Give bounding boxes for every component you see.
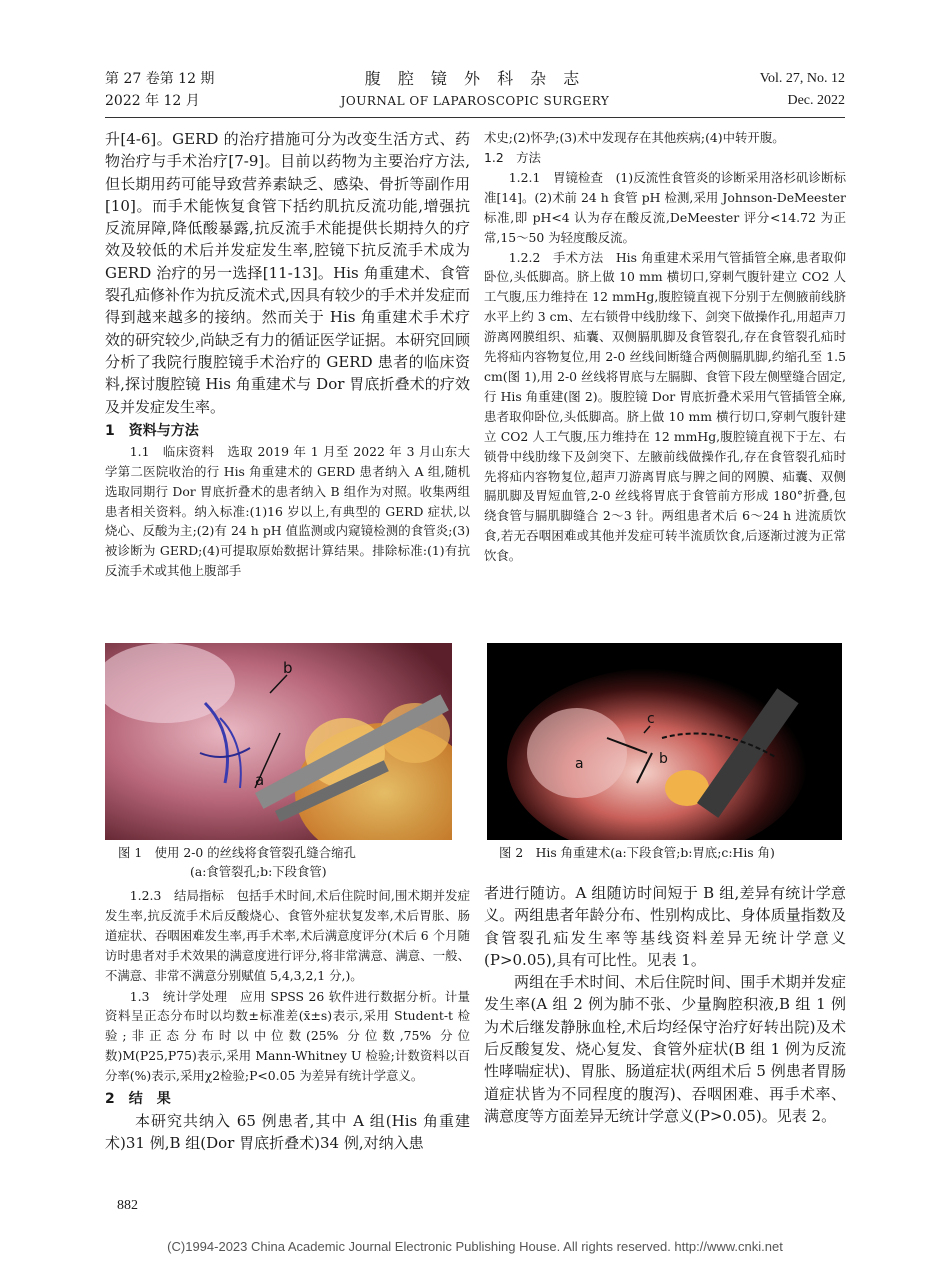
figure-1-caption-line2: (a:食管裂孔;b:下段食管) [190,864,327,879]
section-1-2-3: 1.2.3 结局指标 包括手术时间,术后住院时间,围术期并发症发生率,抗反流手术后反酸烧心、食管外症状复发率,术后胃胀、肠道症状、吞咽困难发生率,再手术率,术后满意度评分(术后 6 个月随访时患者对手术效果的满意度进行评分,将非常满意、满意、一般、不满意、非常不满意分别赋值 5,4,3,2,1 分,)。 [105,888,470,983]
left-column [105,128,470,581]
figure-1-image [105,643,452,840]
results-paragraph: 本研究共纳入 65 例患者,其中 A 组(His 角重建术)31 例,B 组(Dor 胃底折叠术)34 例,对纳入患 [105,1112,470,1153]
right-column [484,128,846,566]
results-continued: 者进行随访。A 组随访时间短于 B 组,差异有统计学意义。两组患者年龄分布、性别构成比、身体质量指数及食管裂孔疝发生率等基线资料差异无统计学意义(P>0.05),具有可比性。见表 1。 [484,884,846,969]
section-1-2-2: 1.2.2 手术方法 His 角重建术采用气管插管全麻,患者取仰卧位,头低脚高。脐上做 10 mm 横切口,穿刺气腹针建立 CO2 人工气腹,压力维持在 12 mmHg,腹腔镜直视下分别于左侧腋前线脐水平上约 3 cm、左右锁骨中线肋缘下、剑突下做操作孔,用超声刀游离网膜组织、疝囊、双侧膈肌脚及食管裂孔,存在食管裂孔疝时先将疝内容物复位,用 2-0 丝线间断缝合两侧膈肌脚,约缩孔至 1.5 cm(图 1),用 2-0 丝线将胃底与左膈脚、食管下段左侧壁缝合固定,行 His 角重建(图 2)。腹腔镜 Dor 胃底折叠术采用气管插管全麻,患者取仰卧位,头低脚高。脐上做 10 mm 横行切口,穿刺气腹针建立 CO2 人工气腹,压力维持在 12 mmHg,腹腔镜直视下于左、右锁骨中线肋缘下及剑突下、左腋前线做操作孔,存在食管裂孔疝时先将疝内容物复位,超声刀游离胃底与脾之间的网膜、疝囊、双侧膈肌脚及胃短血管,2-0 丝线将胃底于食管前方形成 180°折叠,包绕食管与膈肌脚缝合 2～3 针。两组患者术后 6～24 h 进流质饮食,若无吞咽困难或其他并发症可转半流质饮食,后逐渐过渡为正常饮食。 [484,249,846,564]
issue-date: 2022 年 12 月 [105,93,200,109]
exclusion-continued: 术史;(2)怀孕;(3)术中发现存在其他疾病;(4)中转开腹。 [484,130,785,145]
fig2-label-c: c [647,711,655,727]
copyright-footer: (C)1994-2023 China Academic Journal Electronic Publishing House. All rights reserved. http://www.cnki.net [167,1239,783,1254]
page-number: 882 [117,1198,138,1213]
header-rule [105,117,845,118]
journal-title-cn: 腹 腔 镜 外 科 杂 志 [364,69,586,88]
journal-title [105,68,845,112]
results-paragraph-2: 两组在手术时间、术后住院时间、围手术期并发症发生率(A 组 2 例为肺不张、少量胸腔积液,B 组 1 例为术后继发静脉血栓,术后均经保守治疗好转出院)及术后反酸复发、烧心复发、食管外症状(B 组 1 例为反流性哮喘症状)、胃胀、肠道症状(两组术后 5 例患者胃肠道症状皆为不同程度的腹泻)、吞咽困难、再手术率、满意度等方面差异无统计学意义(P>0.05)。见表 2。 [484,973,846,1125]
left-column-lower [105,886,470,1155]
fig2-label-a: a [575,756,584,772]
volume-issue: 第 27 卷第 12 期 [105,71,215,87]
section-1-2: 1.2 方法 [484,149,541,165]
issue-info-en [760,68,845,112]
figure-2-caption: 图 2 His 角重建术(a:下段食管;b:胃底;c:His 角) [499,845,775,860]
figure-1-caption-line1: 图 1 使用 2-0 的丝线将食管裂孔缝合缩孔 [118,845,356,860]
volume-issue-en: Vol. 27, No. 12 [759,71,845,86]
figure-2-image [487,643,842,840]
journal-title-en: JOURNAL OF LAPAROSCOPIC SURGERY [340,94,610,108]
fig1-label-a: a [255,771,265,789]
section-heading-2: 2 结 果 [105,1091,171,1108]
figure-1-caption [118,843,458,881]
section-1-2-1: 1.2.1 胃镜检查 (1)反流性食管炎的诊断采用洛杉矶诊断标准[14]。(2)术前 24 h 食管 pH 检测,采用 Johnson-DeMeester 标准,即 pH<4 认为存在酸反流,DeMeester 评分<14.72 为正常,15～50 为轻度酸反流。 [484,169,846,245]
running-header [105,68,845,116]
fig2-label-b: b [659,751,668,767]
section-1-3: 1.3 统计学处理 应用 SPSS 26 软件进行数据分析。计量资料呈正态分布时以均数±标准差(x̄±s)表示,采用 Student-t 检验;非正态分布时以中位数(25% 分位数,75% 分位数)M(P25,P75)表示,采用 Mann-Whitney U 检验;计数资料以百分率(%)表示,采用χ2检验;P<0.05 为差异有统计学意义。 [105,988,470,1084]
issue-date-en: Dec. 2022 [787,93,845,108]
intro-paragraph: 升[4-6]。GERD 的治疗措施可分为改变生活方式、药物治疗与手术治疗[7-9]。目前以药物为主要治疗方法,但长期用药可能导致营养素缺乏、感染、骨折等副作用[10]。而手术能恢复食管下括约肌抗反流功能,增强抗反流屏障,降低酸暴露,抗反流手术能提供长期持久的疗效及较低的术后并发症发生率,腔镜下抗反流手术成为 GERD 治疗的另一选择[11-13]。His 角重建术、食管裂孔疝修补作为抗反流术式,因具有较少的手术并发症而得到越来越多的接纳。然而关于 His 角重建术手术疗效的研究较少,尚缺乏有力的循证医学证据。本研究回顾分析了我院行腹腔镜手术治疗的 GERD 患者的临床资料,探讨腹腔镜 His 角重建术与 Dor 胃底折叠术的疗效及并发症发生率。 [105,130,470,416]
fig1-label-b: b [283,659,293,677]
section-heading-1: 1 资料与方法 [105,422,199,439]
right-column-lower [484,882,846,1127]
section-1-1: 1.1 临床资料 选取 2019 年 1 月至 2022 年 3 月山东大学第二医院收治的行 His 角重建术的 GERD 患者纳入 A 组,随机选取同期行 Dor 胃底折叠术的患者纳入 B 组作为对照。收集两组患者相关资料。纳入标准:(1)16 岁以上,有典型的 GERD 症状,以烧心、反酸为主;(2)有 24 h pH 值监测或内窥镜检测的食管炎;(3)被诊断为 GERD;(4)可提取原始数据计算结果。排除标准:(1)有抗反流手术或其他上腹部手 [105,443,470,579]
